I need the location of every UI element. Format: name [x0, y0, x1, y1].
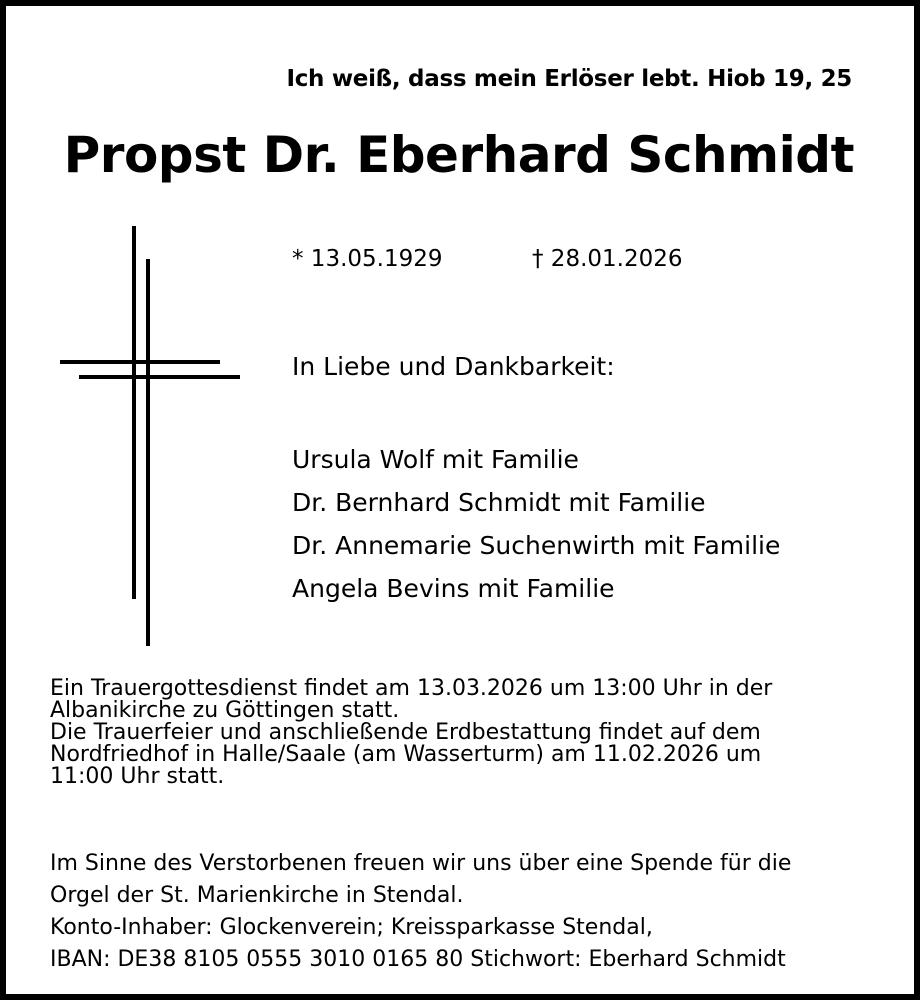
- service-line: Ein Trauergottesdienst findet am 13.03.2026 um 13:00 Uhr in der: [50, 676, 773, 701]
- cross-vertical-left: [132, 226, 136, 599]
- family-member: Dr. Annemarie Suchenwirth mit Familie: [292, 531, 781, 560]
- service-line: Albanikirche zu Göttingen statt.: [50, 698, 400, 723]
- donation-line: Im Sinne des Verstorbenen freuen wir uns über eine Spende für die: [50, 851, 792, 876]
- service-line: 11:00 Uhr statt.: [50, 764, 225, 789]
- bible-verse: Ich weiß, dass mein Erlöser lebt. Hiob 19, 25: [286, 66, 852, 92]
- family-member: Ursula Wolf mit Familie: [292, 445, 579, 474]
- family-member: Dr. Bernhard Schmidt mit Familie: [292, 488, 706, 517]
- greeting: In Liebe und Dankbarkeit:: [292, 352, 615, 381]
- death-date: † 28.01.2026: [532, 246, 683, 272]
- family-member: Angela Bevins mit Familie: [292, 574, 615, 603]
- cross-horizontal-bottom: [79, 375, 240, 379]
- cross-icon: [6, 6, 306, 706]
- service-line: Die Trauerfeier und anschließende Erdbestattung findet auf dem: [50, 720, 761, 745]
- cross-vertical-right: [146, 259, 150, 646]
- cross-horizontal-top: [60, 360, 220, 364]
- deceased-name: Propst Dr. Eberhard Schmidt: [63, 126, 854, 184]
- life-dates: [292, 246, 683, 272]
- service-line: Nordfriedhof in Halle/Saale (am Wasserturm) am 11.02.2026 um: [50, 742, 762, 767]
- donation-line: Konto-Inhaber: Glockenverein; Kreissparkasse Stendal,: [50, 915, 653, 940]
- donation-info: [50, 848, 791, 976]
- birth-date: * 13.05.1929: [292, 246, 443, 272]
- family-list: [292, 443, 780, 615]
- donation-line: IBAN: DE38 8105 0555 3010 0165 80 Stichwort: Eberhard Schmidt: [50, 947, 786, 972]
- service-info: [50, 678, 772, 788]
- donation-line: Orgel der St. Marienkirche in Stendal.: [50, 883, 464, 908]
